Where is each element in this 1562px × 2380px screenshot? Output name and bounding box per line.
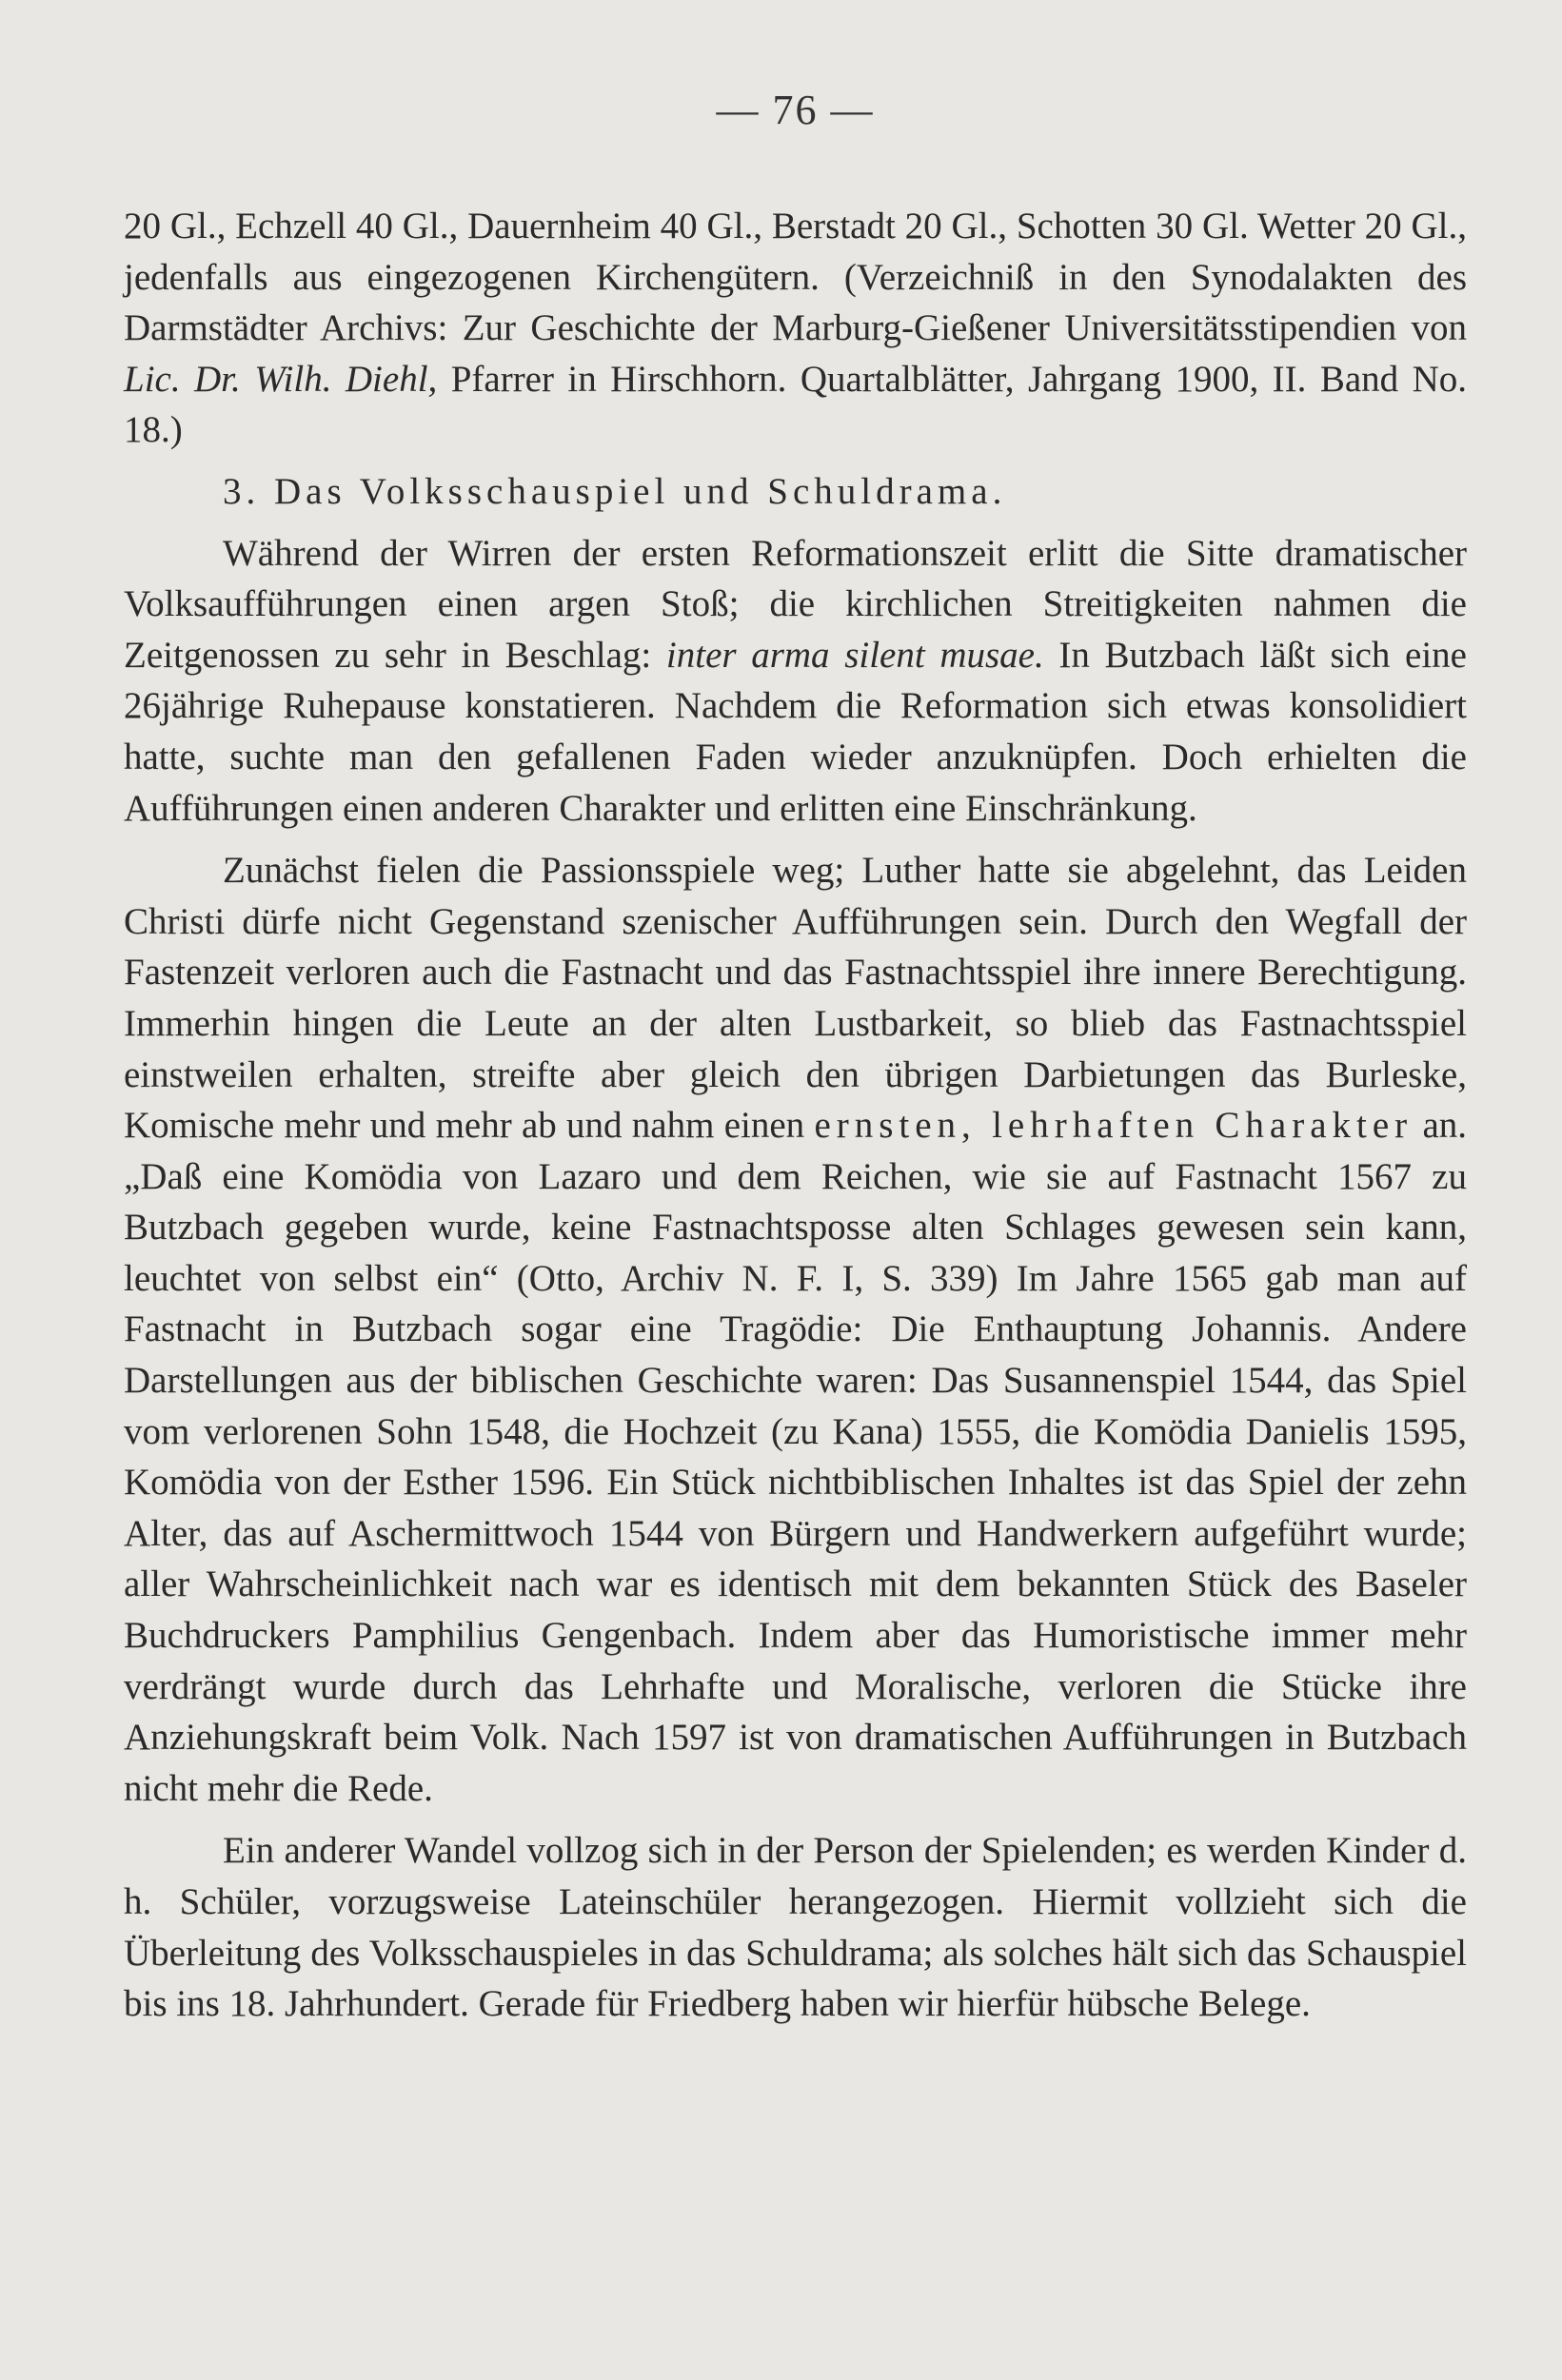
footnote-continuation (124, 201, 1467, 456)
paragraph-3: Ein anderer Wandel vollzog sich in der Person der Spielenden; es werden Kinder d. h. Schüler, vorzugsweise Lateinschüler herangezogen. Hiermit vollzieht sich die Überleitung des Volksschauspieles in das Schuldrama; als solches hält sich das Schauspiel bis ins 18. Jahrhundert. Gerade für Friedberg haben wir hierfür hübsche Belege. (124, 1830, 1467, 2025)
paragraph-gap (124, 1814, 1467, 1825)
body-text (124, 201, 1467, 2030)
footnote-text-1: 20 Gl., Echzell 40 Gl., Dauernheim 40 Gl., Berstadt 20 Gl., Schotten 30 Gl. Wetter 20 Gl., jedenfalls aus eingezogenen Kirchengütern. (Verzeichniß in den Synodalakten des Darmstädter Archivs: Zur Geschichte der Marburg-Gießener Universitätsstipendien von (124, 206, 1467, 349)
page-number: — 76 — (716, 87, 875, 133)
paragraph-1-text-a: Während der Wirren der ersten Reformationszeit erlitt die Sitte dramatischer Volksaufführungen einen argen Stoß; die kirchlichen Streitigkeiten nahmen die Zeitgenossen zu sehr in Beschlag: (124, 532, 1467, 676)
section-heading: 3. Das Volksschauspiel und Schuldrama. (223, 470, 1007, 512)
paragraph-1 (124, 528, 1467, 835)
paragraph-2 (124, 845, 1467, 1814)
footnote-author: Lic. Dr. Wilh. Diehl, (124, 358, 438, 400)
latin-quote: inter arma silent musae. (665, 634, 1044, 676)
paragraph-2-text-b: an. „Daß eine Komödia von Lazaro und dem Reichen, wie sie auf Fastnacht 1567 zu Butzbach gegeben wurde, keine Fastnachtsposse alten Schlages gewesen sein kann, leuchtet von selbst ein“ (Otto, Archiv N. F. I, S. 339) Im Jahre 1565 gab man auf Fastnacht in Butzbach sogar eine Tragödie: Die Enthauptung Johannis. Andere Darstellungen aus der biblischen Geschichte waren: Das Susannenspiel 1544, das Spiel vom verlorenen Sohn 1548, die Hochzeit (zu Kana) 1555, die Komödia Danielis 1595, Komödia von der Esther 1596. Ein Stück nichtbiblischen Inhaltes ist das Spiel der zehn Alter, das auf Aschermittwoch 1544 von Bürgern und Handwerkern aufgeführt wurde; aller Wahrscheinlichkeit nach war es identisch mit dem bekannten Stück des Baseler Buchdruckers Pamphilius Gengenbach. Indem aber das Humoristische immer mehr verdrängt wurde durch das Lehrhafte und Moralische, verloren die Stücke ihre Anziehungskraft beim Volk. Nach 1597 ist von dramatischen Aufführungen in Butzbach nicht mehr die Rede. (124, 1105, 1467, 1809)
paragraph-1-text-b: In Butzbach läßt sich eine 26jährige Ruhepause konstatieren. Nachdem die Reformation sich etwas konsolidiert hatte, suchte man den gefallenen Faden wieder anzuknüpfen. Doch erhielten die Aufführungen einen anderen Charakter und erlitten eine Einschränkung. (124, 634, 1467, 829)
paragraph-gap (124, 834, 1467, 845)
paragraph-2-text-a: Zunächst fielen die Passionsspiele weg; Luther hatte sie abgelehnt, das Leiden Christi dürfe nicht Gegenstand szenischer Aufführungen sein. Durch den Wegfall der Fastenzeit verloren auch die Fastnacht und das Fastnachtsspiel ihre innere Berechtigung. Immerhin hingen die Leute an der alten Lustbarkeit, so blieb das Fastnachtsspiel einstweilen erhalten, streifte aber gleich den übrigen Darbietungen das Burleske, Komische mehr und mehr ab und nahm einen (124, 850, 1467, 1147)
footnote-text-2: Pfarrer in Hirschhorn. Quartalblätter, Jahrgang 1900, II. Band No. 18.) (124, 358, 1467, 451)
emphasized-phrase: ernsten, lehrhaften Charakter (814, 1105, 1414, 1147)
